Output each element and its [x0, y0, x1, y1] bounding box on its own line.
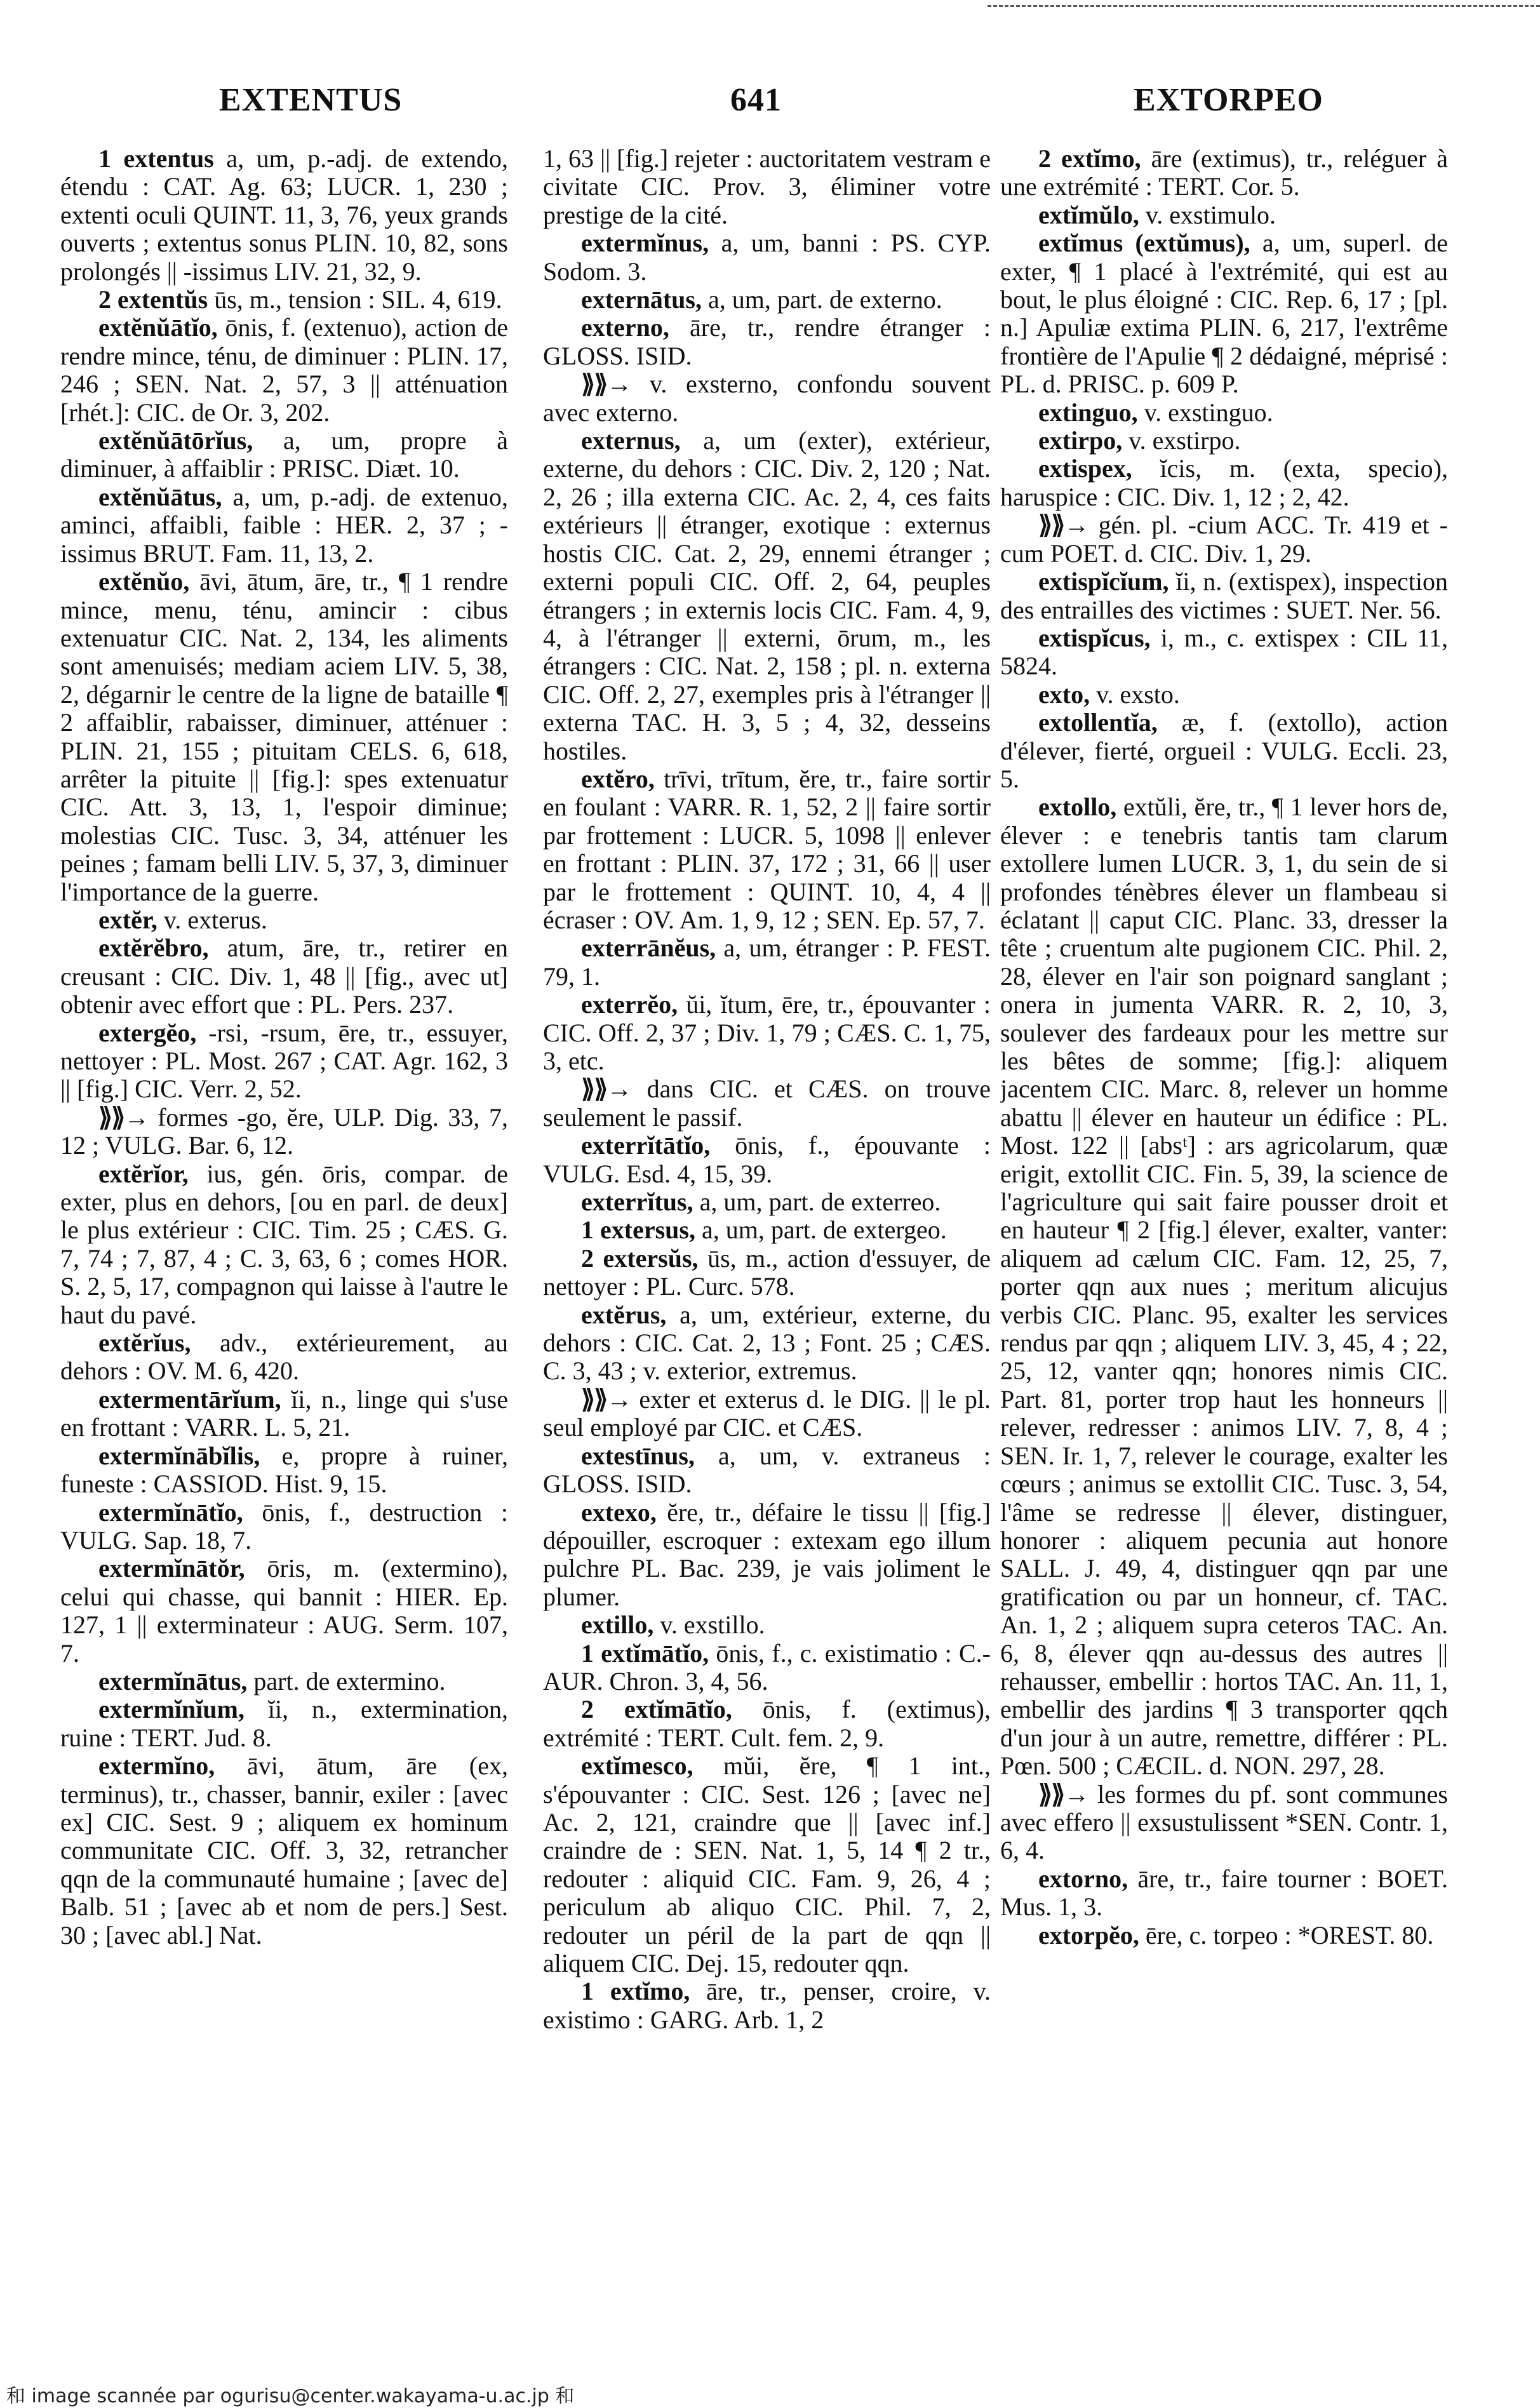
- headword: extillo,: [581, 1610, 654, 1640]
- headword: 1 extentus: [98, 145, 214, 173]
- dictionary-entry: [543, 1640, 991, 1696]
- entry-text: a, um, part. de externo.: [701, 285, 942, 314]
- headword: extergĕo,: [98, 1018, 197, 1047]
- entry-text: ĭcis, m. (exta, specio), haruspice : CIC. Div. 1, 12 ; 2, 42.: [1000, 454, 1448, 511]
- dictionary-entry: [60, 1499, 508, 1555]
- note-arrow-icon: ⟫⟫→: [98, 1102, 149, 1132]
- headword: extermĭnābĭlis,: [98, 1441, 260, 1470]
- entry-text: dans CIC. et CÆS. on trouve seulement le passif.: [543, 1074, 991, 1132]
- headword: externātus,: [581, 285, 702, 314]
- headword: 2 extĭmo,: [1038, 145, 1141, 173]
- dictionary-entry: [543, 1301, 991, 1386]
- dictionary-entry: [543, 934, 991, 991]
- headword: exterrĭtātĭo,: [581, 1131, 711, 1160]
- entry-text: -rsi, -rsum, ēre, tr., essuyer, nettoyer : PL. Most. 267 ; CAT. Agr. 162, 3 || [fig.] CIC. Verr. 2, 52.: [60, 1018, 508, 1104]
- entry-text: trīvi, trītum, ĕre, tr., faire sortir en foulant : VARR. R. 1, 52, 2 || faire sortir par frottement : LUCR. 5, 1098 || enlever en frottant : PLIN. 37, 172 ; 31, 66 || user par le frottement : QUINT. 10, 4, 4 || écraser : OV. Am. 1, 9, 12 ; SEN. Ep. 57, 7.: [543, 764, 991, 934]
- entry-text: ōnis, f. (extenuo), action de rendre mince, ténu, de diminuer : PLIN. 17, 246 ; SEN. Nat. 2, 57, 3 || atténuation [rhét.]: CIC. de Or. 3, 202.: [60, 313, 508, 427]
- headword: extĕnŭātus,: [98, 482, 222, 511]
- entry-text: a, um, propre à diminuer, à affaiblir : PRISC. Diæt. 10.: [60, 426, 508, 483]
- headword: extexo,: [581, 1497, 657, 1527]
- headword: extĭmus (extŭmus),: [1038, 229, 1250, 258]
- dictionary-entry: [60, 934, 508, 1019]
- entry-text: v. exsterno, confondu souvent avec externo.: [543, 370, 991, 427]
- headword: externus,: [581, 426, 681, 455]
- entry-text: a, um, extérieur, externe, du dehors : CIC. Cat. 2, 13 ; Font. 25 ; CÆS. C. 3, 43 ; v. exterior, extremus.: [543, 1300, 991, 1386]
- headword: exterrĕo,: [581, 990, 678, 1019]
- dictionary-entry: [60, 145, 508, 286]
- entry-text: ōnis, f. (extimus), extrémité : TERT. Cult. fem. 2, 9.: [543, 1695, 991, 1752]
- dictionary-entry: [543, 1442, 991, 1499]
- entry-text: a, um, étranger : P. FEST. 79, 1.: [543, 933, 991, 991]
- headword: extollo,: [1038, 793, 1117, 822]
- dictionary-entry: [1000, 145, 1448, 201]
- entry-text: les formes du pf. sont communes avec effero || exsustulissent *SEN. Contr. 1, 6, 4.: [1000, 1779, 1448, 1865]
- entry-text: ĭi, n., extermination, ruine : TERT. Jud. 8.: [60, 1695, 508, 1752]
- note-arrow-icon: ⟫⟫→: [1038, 1779, 1088, 1809]
- dictionary-entry: [1000, 709, 1448, 793]
- entry-text: v. exstirpo.: [1122, 426, 1241, 455]
- dictionary-entry: [60, 286, 508, 314]
- dictionary-entry: [60, 1019, 508, 1104]
- running-head-left: EXTENTUS: [219, 82, 403, 118]
- headword: 2 extentŭs: [98, 285, 208, 314]
- entry-text: extŭli, ĕre, tr., ¶ 1 lever hors de, élever : e tenebris tantis tam clarum extollere lumen LUCR. 3, 1, du sein de si profondes ténèbres élever un flambeau si éclatant || caput CIC. Planc. 33, dresser la tête ; cruentum alte pugionem CIC. Phil. 2, 28, élever en l'air son poignard sanglant ; onera in jumenta VARR. R. 2, 10, 3, soulever des fardeaux pour les mettre sur les bêtes de somme; [fig.]: aliquem jacentem CIC. Marc. 8, relever un homme abattu || élever en hauteur un édifice : PL. Most. 122 || [absᵗ] : ars agricolarum, quæ erigit, extollit CIC. Fin. 5, 39, la science de l'agriculture qui sait faire pousser droit et en hauteur ¶ 2 [fig.] élever, exalter, vanter: aliquem ad cælum CIC. Fam. 12, 25, 7, porter qqn aux nues ; meritum alicujus verbis CIC. Planc. 95, exalter les services rendus par qqn ; aliquem LIV. 3, 45, 4 ; 22, 25, 12, vanter qqn; honores nimis CIC. Part. 81, porter trop haut les honneurs || relever, redresser : animos LIV. 7, 8, 4 ; SEN. Ir. 1, 7, relever le courage, exalter les cœurs ; animus se extollit CIC. Tusc. 3, 54, l'âme se redresse || élever, distinguer, honorer : aliquem pecunia aut honore SALL. J. 49, 4, distinguer qqn par une gratification ou par un honneur, cf. TAC. An. 1, 2 ; aliquem supra ceteros TAC. An. 6, 8, élever qqn au-dessus des autres || rehausser, embellir : hortos TAC. An. 11, 1, embellir des jardins ¶ 3 transporter qqch d'un jour à un autre, remettre, différer : PL. Pœn. 500 ; CÆCIL. d. NON. 297, 28.: [1000, 793, 1448, 1781]
- entry-text: ōnis, f., c. existimatio : C.-AUR. Chron. 3, 4, 56.: [543, 1638, 991, 1696]
- dictionary-entry: [60, 427, 508, 483]
- headword: extispĭcus,: [1038, 623, 1151, 652]
- entry-text: part. de extermino.: [247, 1666, 446, 1696]
- dictionary-entry: [543, 1216, 991, 1244]
- usage-note: [1000, 1781, 1448, 1865]
- dictionary-entry: [1000, 624, 1448, 681]
- entry-text: v. exstinguo.: [1137, 398, 1273, 427]
- entry-text: 1, 63 || [fig.] rejeter : auctoritatem vestram e civitate CIC. Prov. 3, éliminer votre prestige de la cité.: [543, 145, 991, 229]
- dictionary-entry: [543, 1977, 991, 2034]
- headword: extestīnus,: [581, 1441, 695, 1470]
- entry-text: atum, āre, tr., retirer en creusant : CIC. Div. 1, 48 || [fig., avec ut] obtenir avec effort que : PL. Pers. 237.: [60, 933, 508, 1019]
- entry-continuation: [543, 145, 991, 229]
- entry-text: āre, tr., faire tourner : BOET. Mus. 1, 3.: [1000, 1864, 1448, 1922]
- column-1: [60, 145, 508, 2329]
- dictionary-entry: [60, 1442, 508, 1499]
- headword: extispex,: [1038, 454, 1132, 483]
- entry-text: a, um, part. de exterreo.: [693, 1187, 941, 1217]
- headword: exterrānĕus,: [581, 933, 716, 963]
- dictionary-entry: [1000, 1922, 1448, 1950]
- usage-note: [1000, 511, 1448, 568]
- dictionary-entry: [60, 1752, 508, 1950]
- entry-text: æ, f. (extollo), action d'élever, fierté, orgueil : VULG. Eccli. 23, 5.: [1000, 708, 1448, 793]
- entry-text: v. exstillo.: [653, 1610, 765, 1640]
- entry-text: adv., extérieurement, au dehors : OV. M. 6, 420.: [60, 1328, 508, 1386]
- dictionary-entry: [543, 765, 991, 934]
- headword: extĕrus,: [581, 1300, 667, 1329]
- entry-text: v. exsto.: [1090, 679, 1180, 709]
- dictionary-entry: [543, 1245, 991, 1301]
- note-arrow-icon: ⟫⟫→: [581, 1074, 631, 1104]
- entry-text: ūs, m., tension : SIL. 4, 619.: [208, 285, 502, 314]
- headword: extĭmŭlo,: [1038, 200, 1139, 229]
- headword: extĕr,: [98, 905, 157, 934]
- entry-text: a, um, v. extraneus : GLOSS. ISID.: [543, 1441, 991, 1499]
- entry-text: ĭi, n. (extispex), inspection des entrailles des victimes : SUET. Ner. 56.: [1000, 567, 1448, 624]
- dictionary-entry: [543, 1188, 991, 1216]
- dictionary-entry: [60, 1160, 508, 1329]
- entry-text: a, um, banni : PS. CYP. Sodom. 3.: [543, 229, 991, 286]
- headword: extorno,: [1038, 1864, 1128, 1893]
- dictionary-entry: [543, 1132, 991, 1188]
- dictionary-entry: [1000, 1865, 1448, 1922]
- entry-text: ēre, c. torpeo : *OREST. 80.: [1139, 1920, 1434, 1950]
- usage-note: [543, 370, 991, 427]
- entry-text: a, um, p.-adj. de extenuo, aminci, affaibli, faible : HER. 2, 37 ; -issimus BRUT. Fam. 11, 13, 2.: [60, 482, 508, 568]
- entry-text: e, propre à ruiner, funeste : CASSIOD. Hist. 9, 15.: [60, 1441, 508, 1499]
- headword: 1 extersus,: [581, 1215, 695, 1245]
- headword: extermĭnātŏr,: [98, 1554, 245, 1583]
- entry-text: ŭi, ĭtum, ēre, tr., épouvanter : CIC. Off. 2, 37 ; Div. 1, 79 ; CÆS. C. 1, 75, 3, etc.: [543, 990, 991, 1075]
- note-arrow-icon: ⟫⟫→: [581, 370, 631, 399]
- entry-text: āre (extimus), tr., reléguer à une extrémité : TERT. Cor. 5.: [1000, 145, 1448, 201]
- headword: exto,: [1038, 679, 1090, 709]
- dictionary-entry: [543, 1696, 991, 1752]
- headword: extĭmesco,: [581, 1751, 693, 1781]
- headword: extĕrĭus,: [98, 1328, 191, 1358]
- dictionary-entry: [543, 427, 991, 765]
- headword: extermĭnātĭo,: [98, 1497, 243, 1527]
- headword: extĕnŭātōrĭus,: [98, 426, 253, 455]
- page-number: 641: [730, 82, 782, 118]
- headword: externo,: [581, 313, 669, 342]
- dictionary-entry: [1000, 229, 1448, 398]
- entry-text: gén. pl. -cium ACC. Tr. 419 et -cum POET. d. CIC. Div. 1, 29.: [1000, 511, 1448, 568]
- dictionary-entry: [1000, 681, 1448, 709]
- headword: extermentārĭum,: [98, 1384, 281, 1414]
- dictionary-entry: [1000, 793, 1448, 1780]
- dictionary-entry: [543, 1611, 991, 1639]
- headword: extinguo,: [1038, 398, 1138, 427]
- entry-text: āre, tr., penser, croire, v. existimo : GARG. Arb. 1, 2: [543, 1977, 991, 2034]
- entry-text: ius, gén. ōris, compar. de exter, plus en dehors, [ou en parl. de deux] le plus extérieur : CIC. Tim. 25 ; CÆS. G. 7, 74 ; 7, 87, 4 ; C. 3, 63, 6 ; comes HOR. S. 2, 5, 17, compagnon qui laisse à l'autre le haut du pavé.: [60, 1159, 508, 1329]
- entry-text: a, um, p.-adj. de extendo, étendu : CAT. Ag. 63; LUCR. 1, 230 ; extenti oculi QUINT. 11, 3, 76, yeux grands ouverts ; extentus sonus PLIN. 10, 82, sons prolongés || -issimus LIV. 21, 32, 9.: [60, 145, 508, 286]
- dictionary-entry: [1000, 427, 1448, 455]
- dictionary-entry: [1000, 399, 1448, 427]
- headword: 1 extĭmo,: [581, 1977, 690, 2006]
- dictionary-entry: [543, 286, 991, 314]
- headword: extermĭnĭum,: [98, 1695, 244, 1724]
- usage-note: [543, 1386, 991, 1442]
- entry-text: v. exstimulo.: [1139, 200, 1276, 229]
- headword: extollentĭa,: [1038, 708, 1158, 737]
- dictionary-entry: [1000, 568, 1448, 624]
- dictionary-entry: [1000, 201, 1448, 229]
- entry-text: a, um (exter), extérieur, externe, du dehors : CIC. Div. 2, 120 ; Nat. 2, 26 ; illa externa CIC. Ac. 2, 4, ces faits extérieurs || étranger, exotique : externus hostis CIC. Cat. 2, 29, ennemi étranger ; externi populi CIC. Off. 2, 64, peuples étrangers ; in externis locis CIC. Fam. 4, 9, 4, à l'étranger || externi, ōrum, m., les étrangers : CIC. Nat. 2, 158 ; pl. n. externa CIC. Off. 2, 27, exemples pris à l'étranger || externa TAC. H. 3, 5 ; 4, 32, desseins hostiles.: [543, 426, 991, 765]
- headword: extĕro,: [581, 764, 655, 793]
- headword: 2 extĭmātĭo,: [581, 1695, 732, 1724]
- column-3: [1000, 145, 1448, 2329]
- dictionary-entry: [543, 991, 991, 1075]
- entry-text: formes -go, ĕre, ULP. Dig. 33, 7, 12 ; VULG. Bar. 6, 12.: [60, 1102, 508, 1160]
- headword: extĕnŭo,: [98, 567, 190, 596]
- headword: extirpo,: [1038, 426, 1123, 455]
- running-head-right: EXTORPEO: [1134, 82, 1323, 118]
- entry-text: āvi, ātum, āre (ex, terminus), tr., chasser, bannir, exiler : [avec ex] CIC. Sest. 9 ; aliquem ex hominum communitate CIC. Off. 3, 32, retrancher qqn de la communauté humaine ; [avec de] Balb. 51 ; [avec ab et nom de pers.] Sest. 30 ; [avec abl.] Nat.: [60, 1751, 508, 1950]
- dictionary-entry: [543, 1499, 991, 1612]
- column-2: [543, 145, 991, 2329]
- entry-text: mŭi, ĕre, ¶ 1 int., s'épouvanter : CIC. Sest. 126 ; [avec ne] Ac. 2, 121, craindre que || [avec inf.] craindre de : SEN. Nat. 1, 5, 14 ¶ 2 tr., redouter : aliquid CIC. Fam. 9, 26, 4 ; periculum ab aliquo CIC. Phil. 7, 2, redouter un péril de la part de qqn || aliquem CIC. Dej. 15, redouter qqn.: [543, 1751, 991, 1977]
- dictionary-entry: [60, 314, 508, 427]
- entry-text: exter et exterus d. le DIG. || le pl. seul employé par CIC. et CÆS.: [543, 1384, 991, 1442]
- headword: extermĭno,: [98, 1751, 215, 1781]
- headword: exterrĭtus,: [581, 1187, 693, 1217]
- entry-text: a, um, part. de extergeo.: [695, 1215, 947, 1245]
- note-arrow-icon: ⟫⟫→: [1038, 511, 1088, 540]
- entry-text: āre, tr., rendre étranger : GLOSS. ISID.: [543, 313, 991, 370]
- usage-note: [543, 1075, 991, 1132]
- dictionary-entry: [1000, 455, 1448, 511]
- dictionary-entry: [543, 229, 991, 286]
- headword: extispĭcĭum,: [1038, 567, 1169, 596]
- dictionary-entry: [543, 314, 991, 370]
- entry-text: ĭi, n., linge qui s'use en frottant : VARR. L. 5, 21.: [60, 1384, 508, 1442]
- dictionary-entry: [60, 1696, 508, 1752]
- note-arrow-icon: ⟫⟫→: [581, 1384, 631, 1414]
- dictionary-entry: [60, 483, 508, 568]
- dictionary-entry: [543, 1752, 991, 1977]
- usage-note: [60, 1104, 508, 1160]
- headword: extorpĕo,: [1038, 1920, 1139, 1950]
- headword: 1 extĭmātĭo,: [581, 1638, 709, 1668]
- dictionary-entry: [60, 1555, 508, 1668]
- entry-text: āvi, ātum, āre, tr., ¶ 1 rendre mince, menu, ténu, amincir : cibus extenuatur CIC. Nat. 2, 134, les aliments sont amenuisés; mediam aciem LIV. 5, 38, 2, dégarnir le centre de la ligne de bataille ¶ 2 affaiblir, rabaisser, diminuer, atténuer : PLIN. 21, 155 ; pituitam CELS. 6, 618, arrêter la pituite || [fig.]: spes extenuatur CIC. Att. 3, 13, 1, l'espoir diminue; molestias CIC. Tusc. 3, 34, atténuer les peines ; famam belli LIV. 5, 37, 3, diminuer l'importance de la guerre.: [60, 567, 508, 906]
- entry-text: ōris, m. (extermino), celui qui chasse, qui bannit : HIER. Ep. 127, 1 || exterminateur : AUG. Serm. 107, 7.: [60, 1554, 508, 1668]
- dictionary-entry: [60, 906, 508, 934]
- headword: extermĭnus,: [581, 229, 709, 258]
- top-dashed-rule: [988, 5, 1540, 7]
- entry-text: i, m., c. extispex : CIL 11, 5824.: [1000, 623, 1448, 681]
- entry-text: ōnis, f., destruction : VULG. Sap. 18, 7.: [60, 1497, 508, 1555]
- headword: extĕrĭor,: [98, 1159, 189, 1188]
- dictionary-entry: [60, 568, 508, 906]
- headword: 2 extersŭs,: [581, 1243, 699, 1273]
- dictionary-entry: [60, 1386, 508, 1442]
- entry-text: a, um, superl. de exter, ¶ 1 placé à l'extrémité, qui est au bout, le plus éloigné : CIC. Rep. 6, 17 ; [pl. n.] Apuliæ extima PLIN. 6, 217, l'extrême frontière de l'Apulie ¶ 2 dédaigné, méprisé : PL. d. PRISC. p. 609 P.: [1000, 229, 1448, 399]
- dictionary-entry: [60, 1329, 508, 1386]
- entry-text: ĕre, tr., défaire le tissu || [fig.] dépouiller, escroquer : extexam ego illum pulchre PL. Bac. 239, je vais joliment le plumer.: [543, 1497, 991, 1611]
- entry-text: v. exterus.: [157, 905, 267, 934]
- headword: extermĭnātus,: [98, 1666, 248, 1696]
- entry-text: ūs, m., action d'essuyer, de nettoyer : PL. Curc. 578.: [543, 1243, 991, 1301]
- scan-credit-footer: 和 image scannée par ogurisu@center.wakayama-u.ac.jp 和: [6, 2385, 575, 2407]
- dictionary-entry: [60, 1668, 508, 1696]
- headword: extĕrĕbro,: [98, 933, 209, 963]
- headword: extĕnŭātĭo,: [98, 313, 218, 342]
- entry-text: ōnis, f., épouvante : VULG. Esd. 4, 15, 39.: [543, 1131, 991, 1188]
